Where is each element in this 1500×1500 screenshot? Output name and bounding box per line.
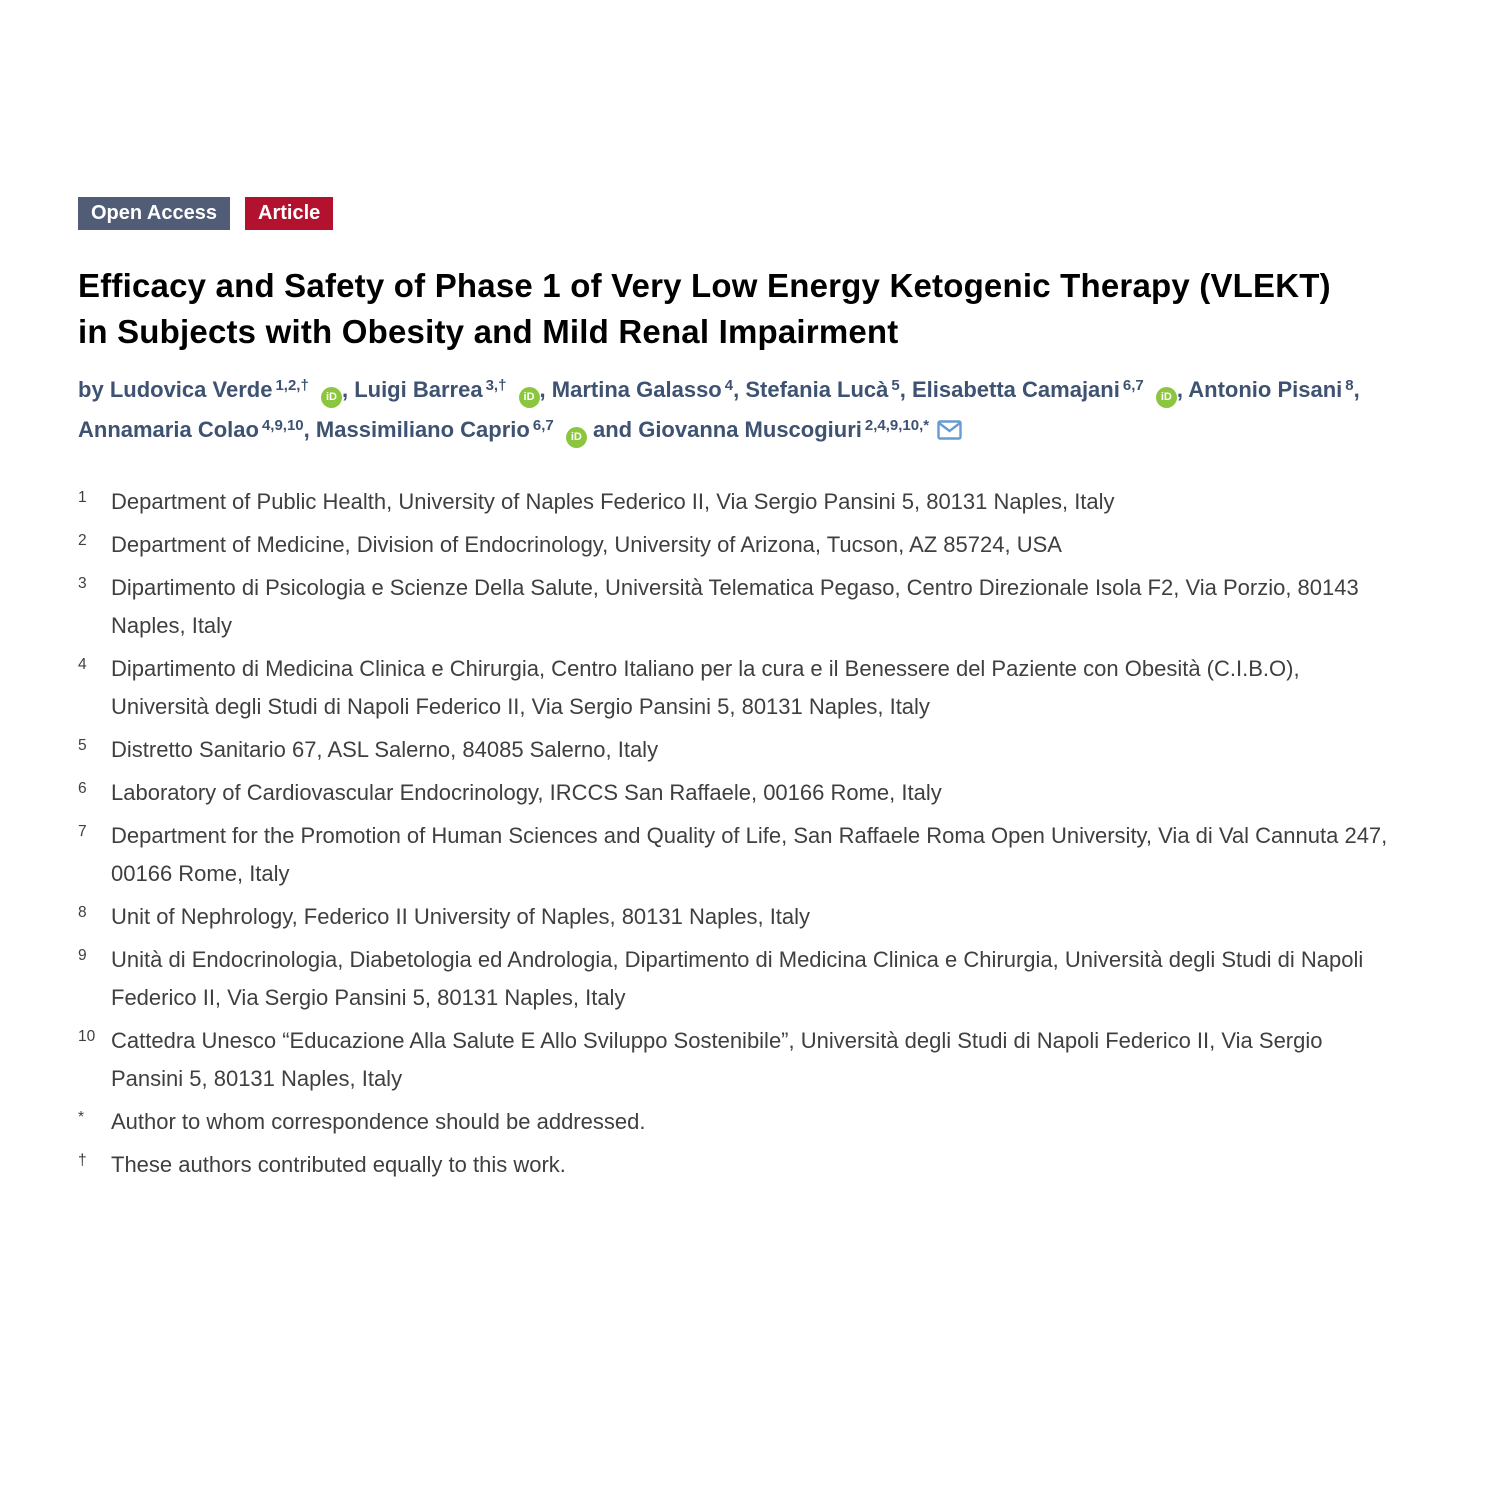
- affiliation-item: [78, 1022, 1425, 1098]
- affiliation-item: [78, 774, 1425, 812]
- affiliation-text: Laboratory of Cardiovascular Endocrinology, IRCCS San Raffaele, 00166 Rome, Italy: [111, 780, 942, 805]
- affiliation-item: [78, 526, 1425, 564]
- affiliation-text: Unit of Nephrology, Federico II University of Naples, 80131 Naples, Italy: [111, 904, 811, 929]
- author: [745, 377, 906, 402]
- author: [1188, 377, 1359, 402]
- orcid-icon[interactable]: iD: [519, 387, 540, 408]
- author-separator: ,: [303, 417, 310, 442]
- author-separator: ,: [733, 377, 740, 402]
- affiliation-item: [78, 569, 1425, 645]
- author-affiliation-sup: 8: [1345, 377, 1354, 394]
- affiliation-marker: 3: [78, 575, 87, 592]
- footnote-text: Author to whom correspondence should be addressed.: [111, 1109, 646, 1134]
- orcid-icon[interactable]: iD: [1156, 387, 1177, 408]
- affiliation-marker: 7: [78, 823, 87, 840]
- badge-row: [78, 197, 1425, 230]
- affiliation-item: [78, 650, 1425, 726]
- footnote-marker: *: [78, 1109, 85, 1126]
- article-title: Efficacy and Safety of Phase 1 of Very Low Energy Ketogenic Therapy (VLEKT) in Subjects with Obesity and Mild Renal Impairment: [78, 267, 1331, 350]
- author-link[interactable]: Ludovica Verde: [109, 377, 273, 402]
- affiliation-item: [78, 483, 1425, 521]
- author-link[interactable]: Antonio Pisani: [1188, 377, 1343, 402]
- affiliation-text: Unità di Endocrinologia, Diabetologia ed Andrologia, Dipartimento di Medicina Clinica e Chirurgia, Università degli Studi di Napoli Federico II, Via Sergio Pansini 5, 80131 Naples, Italy: [111, 947, 1364, 1010]
- author-link[interactable]: Giovanna Muscogiuri: [638, 417, 862, 442]
- affiliation-marker: 1: [78, 489, 87, 506]
- email-icon[interactable]: [937, 413, 962, 453]
- orcid-icon[interactable]: iD: [321, 387, 342, 408]
- author: [912, 377, 1183, 402]
- author-affiliation-sup: 4,9,10: [261, 417, 304, 434]
- open-access-badge[interactable]: Open Access: [78, 197, 230, 230]
- author-link[interactable]: Stefania Lucà: [745, 377, 889, 402]
- affiliation-marker: 8: [78, 904, 87, 921]
- affiliation-text: Department of Medicine, Division of Endocrinology, University of Arizona, Tucson, AZ 85724, USA: [111, 532, 1062, 557]
- affiliation-marker: 6: [78, 780, 87, 797]
- author: [638, 417, 962, 442]
- affiliation-item: [78, 941, 1425, 1017]
- author: [552, 377, 739, 402]
- affiliation-marker: 2: [78, 532, 87, 549]
- affiliation-text: Dipartimento di Psicologia e Scienze Della Salute, Università Telematica Pegaso, Centro Direzionale Isola F2, Via Porzio, 80143 Naples, Italy: [111, 575, 1359, 638]
- affiliation-item: [78, 817, 1425, 893]
- author: [316, 417, 632, 442]
- affiliation-list: [78, 483, 1425, 1184]
- author-affiliation-sup: 6,7: [1122, 377, 1144, 394]
- author-link[interactable]: Annamaria Colao: [78, 417, 259, 442]
- author-separator: ,: [539, 377, 546, 402]
- orcid-icon[interactable]: iD: [566, 427, 587, 448]
- affiliation-marker: 10: [78, 1028, 96, 1045]
- affiliation-marker: 9: [78, 947, 87, 964]
- author-affiliation-sup: 6,7: [532, 417, 554, 434]
- author-link[interactable]: Martina Galasso: [551, 377, 722, 402]
- byline-prefix: by: [78, 377, 104, 402]
- author-separator: ,: [1353, 377, 1360, 402]
- author-byline: [78, 370, 1398, 453]
- affiliation-text: Dipartimento di Medicina Clinica e Chirurgia, Centro Italiano per la cura e il Benessere del Paziente con Obesità (C.I.B.O), Università degli Studi di Napoli Federico II, Via Sergio Pansini 5, 80131 Naples, Italy: [111, 656, 1300, 719]
- author-separator: ,: [1176, 377, 1183, 402]
- affiliation-text: Distretto Sanitario 67, ASL Salerno, 84085 Salerno, Italy: [111, 737, 659, 762]
- author: [354, 377, 545, 402]
- author-link[interactable]: Luigi Barrea: [354, 377, 483, 402]
- affiliation-text: Cattedra Unesco “Educazione Alla Salute E Allo Sviluppo Sostenibile”, Università degli Studi di Napoli Federico II, Via Sergio Pansini 5, 80131 Naples, Italy: [111, 1028, 1323, 1091]
- article-type-badge[interactable]: Article: [245, 197, 333, 230]
- footnote-item: [78, 1146, 1425, 1184]
- author-affiliation-sup: 4: [724, 377, 734, 394]
- author-link[interactable]: Elisabetta Camajani: [911, 377, 1120, 402]
- affiliation-item: [78, 731, 1425, 769]
- affiliation-text: Department of Public Health, University of Naples Federico II, Via Sergio Pansini 5, 80131 Naples, Italy: [111, 489, 1115, 514]
- footnote-text: These authors contributed equally to this work.: [111, 1152, 566, 1177]
- affiliation-marker: 4: [78, 656, 87, 673]
- author: [78, 417, 310, 442]
- author-separator: ,: [341, 377, 349, 402]
- author-affiliation-sup: 5: [891, 377, 900, 394]
- affiliation-marker: 5: [78, 737, 87, 754]
- affiliation-item: [78, 898, 1425, 936]
- footnote-marker: †: [78, 1152, 87, 1169]
- footnote-item: [78, 1103, 1425, 1141]
- author-affiliation-sup: 1,2,†: [275, 377, 309, 394]
- author-separator: and: [586, 417, 633, 442]
- author-affiliation-sup: 2,4,9,10,*: [864, 417, 930, 434]
- author-link[interactable]: Massimiliano Caprio: [315, 417, 530, 442]
- author: [110, 377, 348, 402]
- affiliation-text: Department for the Promotion of Human Sciences and Quality of Life, San Raffaele Roma Open University, Via di Val Cannuta 247, 00166 Rome, Italy: [111, 823, 1388, 886]
- author-separator: ,: [899, 377, 906, 402]
- author-affiliation-sup: 3,†: [485, 377, 507, 394]
